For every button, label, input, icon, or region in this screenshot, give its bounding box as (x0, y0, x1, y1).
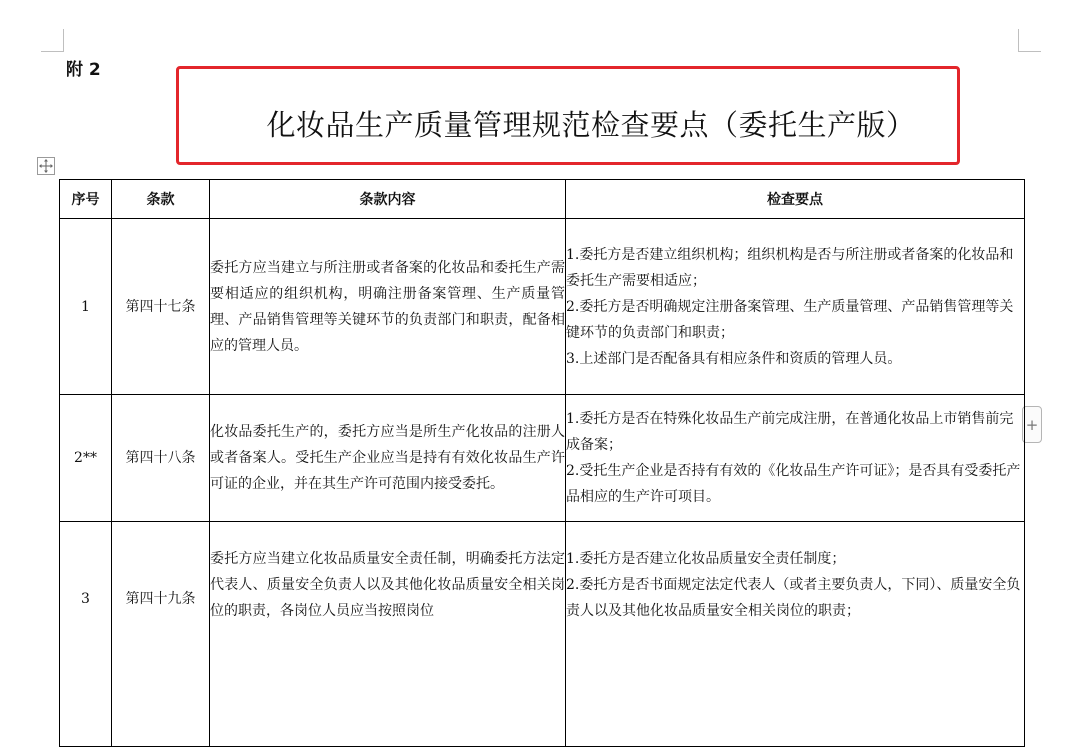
row-seq: 2** (60, 395, 112, 522)
row-content: 委托方应当建立化妆品质量安全责任制，明确委托方法定代表人、质量安全负责人以及其他化妆品质量安全相关岗位的职责，各岗位人员应当按照岗位 (210, 522, 566, 747)
check-point: 1.委托方是否建立化妆品质量安全责任制度； (566, 551, 846, 567)
row-clause: 第四十九条 (112, 522, 210, 747)
page-corner-mark-top-left (41, 29, 64, 52)
check-point: 1.委托方是否在特殊化妆品生产前完成注册，在普通化妆品上市销售前完成备案； (566, 411, 1014, 453)
document-title: 化妆品生产质量管理规范检查要点（委托生产版） (266, 108, 916, 142)
header-content: 条款内容 (210, 180, 566, 219)
annex-label: 附 2 (66, 60, 101, 80)
table-row (60, 522, 1025, 747)
header-points: 检查要点 (566, 180, 1025, 219)
row-clause: 第四十八条 (112, 395, 210, 522)
table-move-handle-icon[interactable] (37, 157, 55, 175)
inspection-table (59, 179, 1025, 747)
table-row (60, 219, 1025, 395)
row-clause: 第四十七条 (112, 219, 210, 395)
row-seq: 3 (60, 522, 112, 747)
page-corner-mark-top-right (1018, 29, 1041, 52)
row-content: 委托方应当建立与所注册或者备案的化妆品和委托生产需要相适应的组织机构，明确注册备案管理、生产质量管理、产品销售管理等关键环节的负责部门和职责，配备相应的管理人员。 (210, 219, 566, 395)
header-clause: 条款 (112, 180, 210, 219)
header-seq: 序号 (60, 180, 112, 219)
row-content: 化妆品委托生产的，委托方应当是所生产化妆品的注册人或者备案人。受托生产企业应当是持有有效化妆品生产许可证的企业，并在其生产许可范围内接受委托。 (210, 395, 566, 522)
check-point: 2.受托生产企业是否持有有效的《化妆品生产许可证》；是否具有受委托产品相应的生产许可项目。 (566, 463, 1021, 505)
row-points (566, 395, 1025, 522)
check-point: 2.委托方是否明确规定注册备案管理、生产质量管理、产品销售管理等关键环节的负责部门和职责； (566, 298, 1014, 341)
plus-icon: + (1025, 415, 1039, 434)
check-point: 2.委托方是否书面规定法定代表人（或者主要负责人，下同）、质量安全负责人以及其他化妆品质量安全相关岗位的职责； (566, 577, 1021, 619)
add-column-button[interactable] (1022, 406, 1042, 443)
check-point: 3.上述部门是否配备具有相应条件和资质的管理人员。 (566, 350, 902, 367)
row-seq: 1 (60, 219, 112, 395)
row-points (566, 522, 1025, 747)
row-points (566, 219, 1025, 395)
table-header-row (60, 180, 1025, 219)
table-row (60, 395, 1025, 522)
check-point: 1.委托方是否建立组织机构；组织机构是否与所注册或者备案的化妆品和委托生产需要相适应； (566, 246, 1014, 289)
